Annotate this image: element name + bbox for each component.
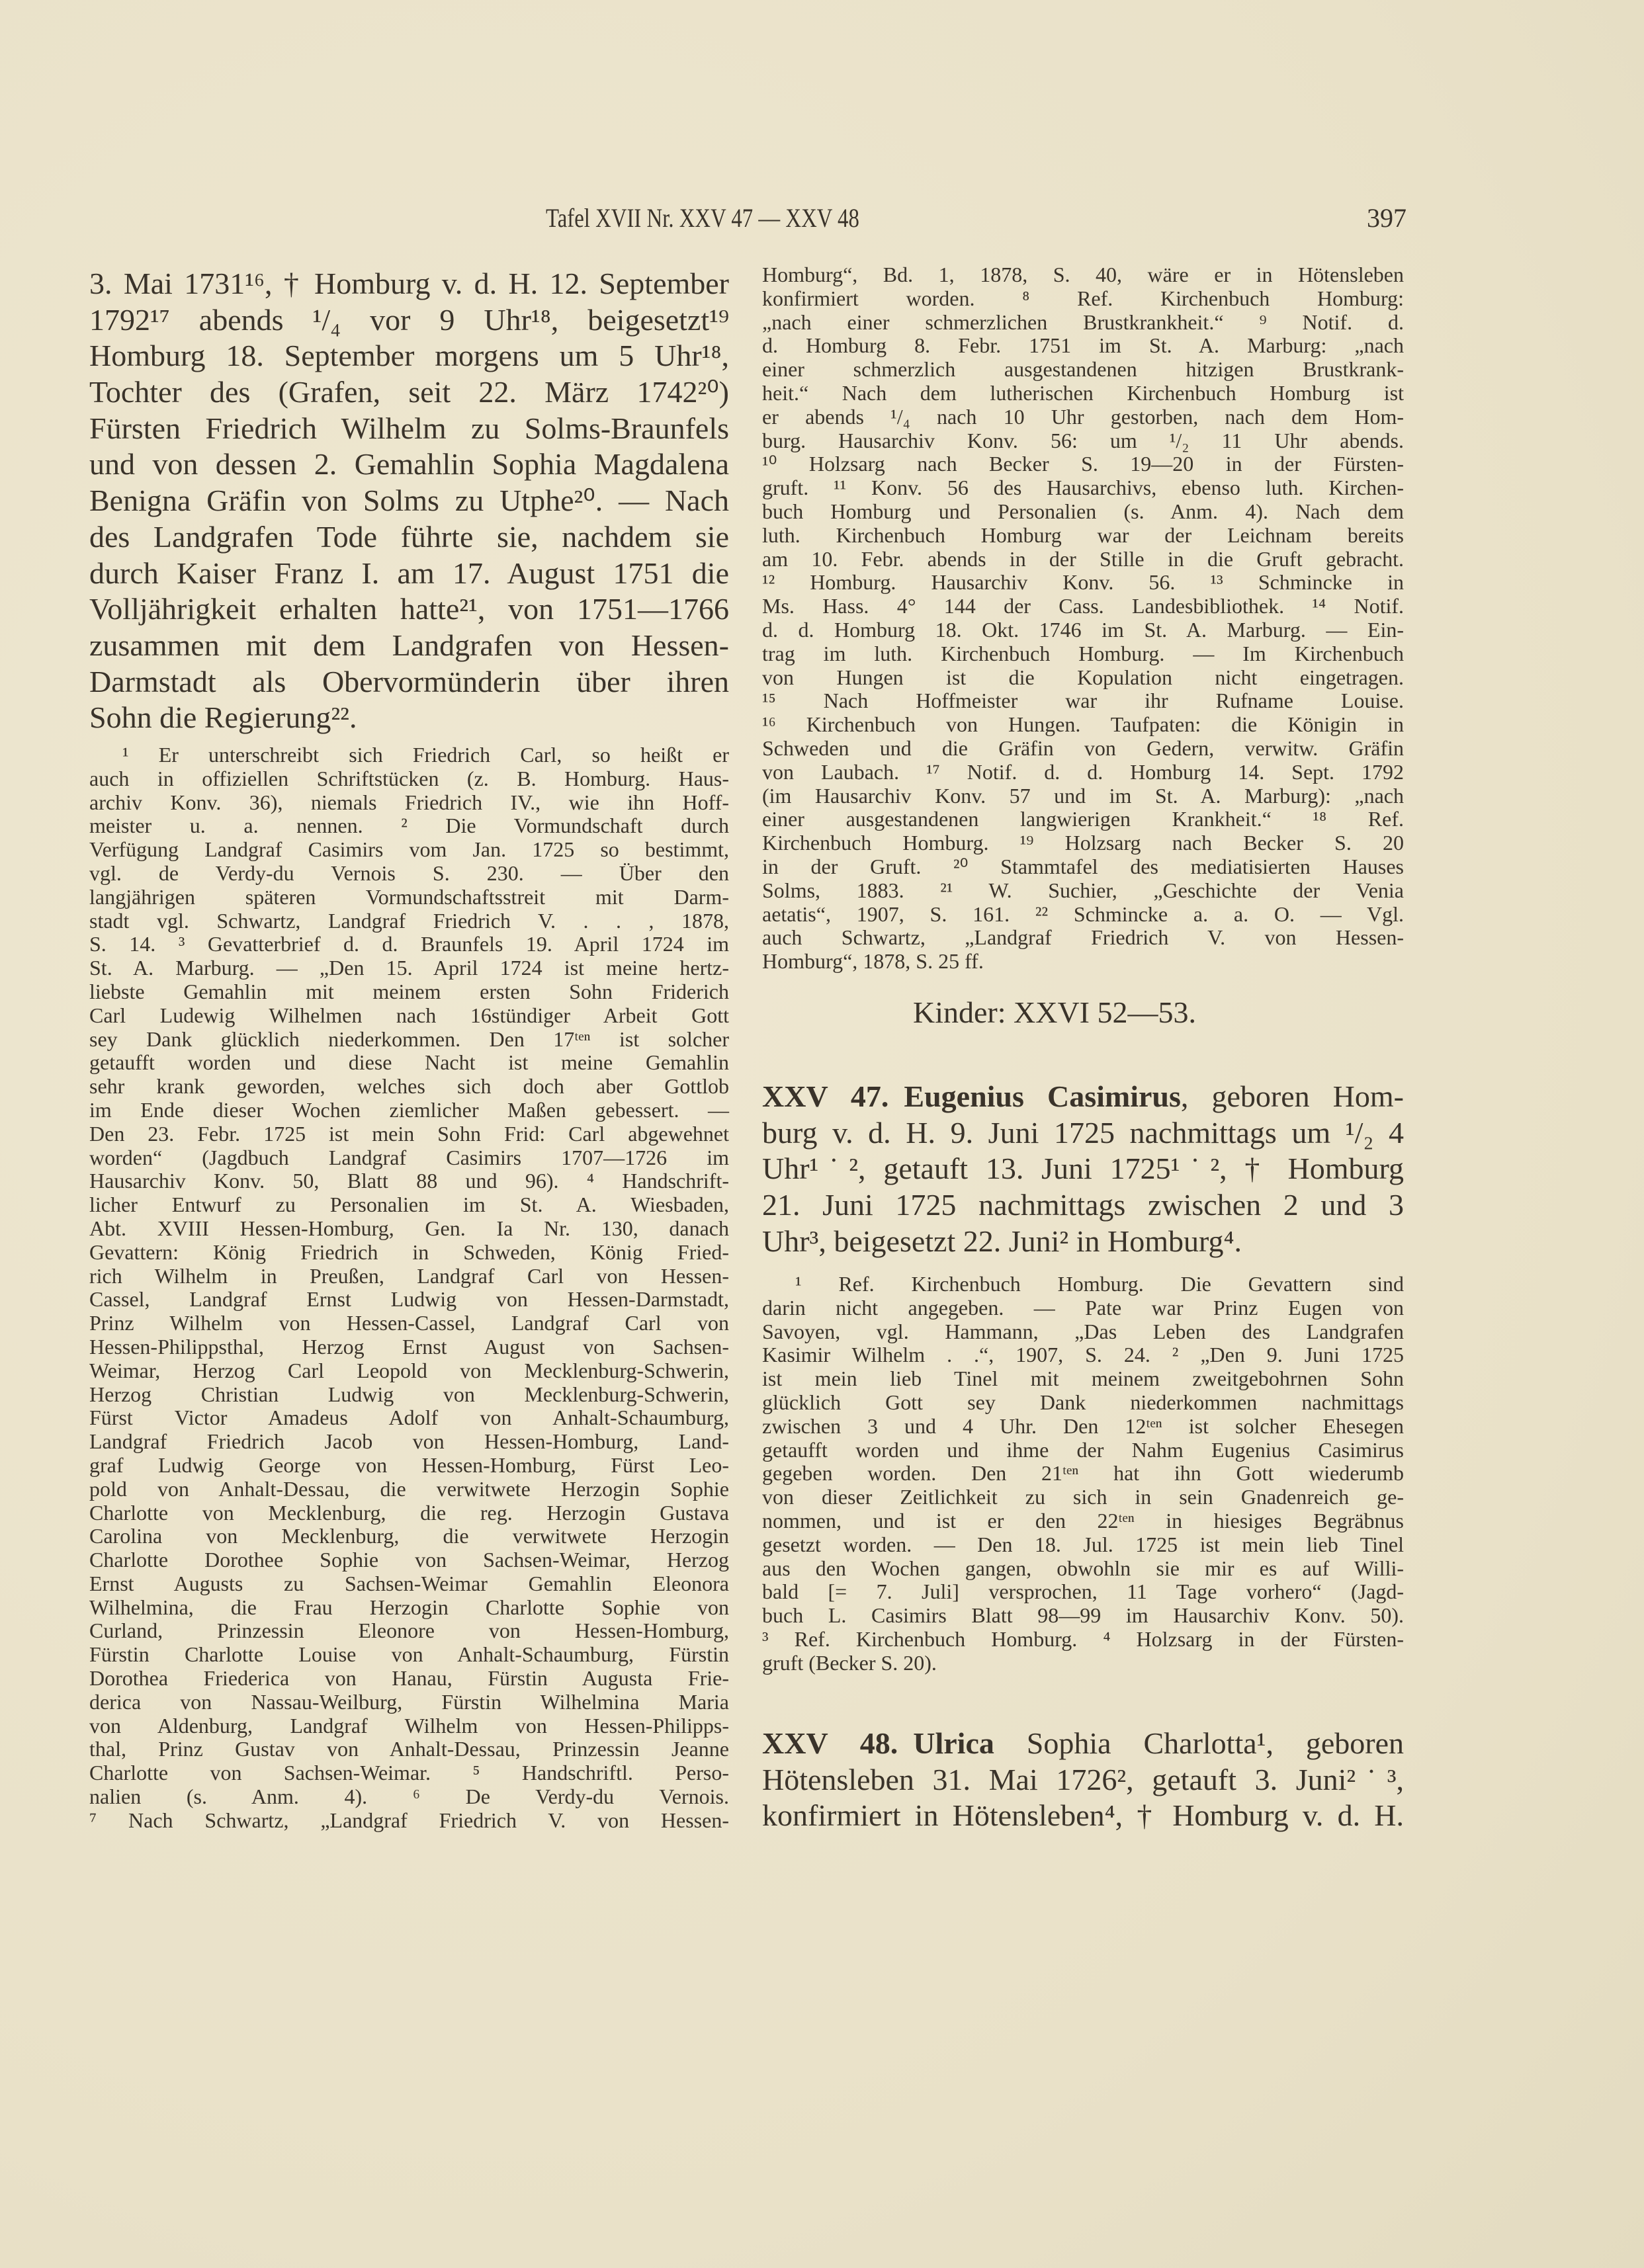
text-line: glücklich Gott sey Dank niederkommen nachmittags [762,1390,1404,1414]
running-header: Tafel XVII Nr. XXV 47 — XXV 48 [546,203,859,233]
text-line: durch Kaiser Franz I. am 17. August 1751 die [89,556,729,590]
text-line: Carolina von Mecklenburg, die verwitwete Herzogin [89,1524,729,1548]
children-reference: Kinder: XXVI 52—53. [913,995,1196,1029]
text-line: im Ende dieser Wochen ziemlicher Maßen gebessert. — [89,1097,729,1122]
text-line: derica von Nassau-Weilburg, Fürstin Wilhelmina Maria [89,1689,729,1714]
text-line: Solms, 1883. ²¹ W. Suchier, „Geschichte der Venia [762,878,1404,902]
text-line: 1792¹⁷ abends ¹/₄ vor 9 Uhr¹⁸, beigesetzt¹⁹ [89,302,729,337]
text-line: ¹² Homburg. Hausarchiv Konv. 56. ¹³ Schmincke in [762,570,1404,595]
text-line: Prinz Wilhelm von Hessen-Cassel, Landgraf Carl von [89,1311,729,1335]
text-line: Herzog Christian Ludwig von Mecklenburg-Schwerin, [89,1382,729,1406]
entry-number: XXV 48. [762,1726,898,1760]
text-line: aetatis“, 1907, S. 161. ²² Schmincke a. a. O. — Vgl. [762,902,1404,926]
entry-xxv-47-footnotes [762,1273,1404,1675]
text-line: gruft. ¹¹ Konv. 56 des Hausarchivs, ebenso luth. Kirchen- [762,476,1404,500]
text-line: Carl Ludewig Wilhelmen nach 16stündiger Arbeit Gott [89,1003,729,1027]
text-line: getaufft worden und ihme der Nahm Eugenius Casimirus [762,1437,1404,1462]
text-line: Kirchenbuch Homburg. ¹⁹ Holzsarg nach Becker S. 20 [762,831,1404,855]
text-line: trag im luth. Kirchenbuch Homburg. — Im Kirchenbuch [762,641,1404,665]
text-line: ¹⁵ Nach Hoffmeister war ihr Rufname Louise. [762,689,1404,713]
text-line: Homburg“, Bd. 1, 1878, S. 40, wäre er in Hötensleben [762,263,1404,286]
text-line: nalien (s. Anm. 4). ⁶ De Verdy-du Vernois. [89,1785,729,1809]
text-line: rich Wilhelm in Preußen, Landgraf Carl von Hessen- [89,1263,729,1288]
text-line: 21. Juni 1725 nachmittags zwischen 2 und 3 [762,1188,1404,1222]
left-main-text [89,266,729,736]
text-line: und von dessen 2. Gemahlin Sophia Magdalena [89,447,729,482]
entry-name: Eugenius Casimirus [904,1079,1181,1113]
text-line: liebste Gemahlin mit meinem ersten Sohn Friderich [89,979,729,1003]
text-line: Wilhelmina, die Frau Herzogin Charlotte Sophie von [89,1595,729,1619]
text-line: Uhr¹˙², getauft 13. Juni 1725¹˙², † Homburg [762,1152,1404,1186]
text-line: von Aldenburg, Landgraf Wilhelm von Hessen-Philipps- [89,1713,729,1738]
text-line: Benigna Gräfin von Solms zu Utphe²⁰. — Nach [89,483,729,518]
text-line: ¹⁶ Kirchenbuch von Hungen. Taufpaten: die Königin in [762,712,1404,737]
text-line: ³ Ref. Kirchenbuch Homburg. ⁴ Holzsarg in der Fürsten- [762,1626,1404,1651]
text-line: gruft (Becker S. 20). [762,1650,937,1675]
text-line [762,1079,1404,1115]
text-line: langjährigen späteren Vormundschaftsstreit mit Darm- [89,884,729,909]
text-line: graf Ludwig George von Hessen-Homburg, Fürst Leo- [89,1452,729,1477]
text-line: Abt. XVIII Hessen-Homburg, Gen. Ia Nr. 130, danach [89,1216,729,1240]
text-line: S. 14. ³ Gevatterbrief d. d. Braunfels 19. April 1724 im [89,932,729,956]
text-line [762,1726,1404,1762]
right-footnotes [762,263,1404,974]
page-number: 397 [1367,203,1406,233]
text-line: ¹⁰ Holzsarg nach Becker S. 19—20 in der Fürsten- [762,452,1404,476]
entry-xxv-47 [762,1079,1404,1259]
text-line: sey Dank glücklich niederkommen. Den 17ᵗᵉⁿ ist solcher [89,1027,729,1051]
text-line: Cassel, Landgraf Ernst Ludwig von Hessen-Darmstadt, [89,1287,729,1312]
text-line: Savoyen, vgl. Hammann, „Das Leben des Landgrafen [762,1319,1404,1343]
text-line: burg v. d. H. 9. Juni 1725 nachmittags um ¹/₂ 4 [762,1115,1404,1150]
text-line: Fürst Victor Amadeus Adolf von Anhalt-Schaumburg, [89,1406,729,1430]
text-line: einer schmerzlich ausgestandenen hitzigen Brustkrank- [762,357,1404,382]
text-line: in der Gruft. ²⁰ Stammtafel des mediatisierten Hauses [762,854,1404,878]
text-line: gesetzt worden. — Den 18. Jul. 1725 ist mein lieb Tinel [762,1532,1404,1556]
text-line: Den 23. Febr. 1725 ist mein Sohn Frid: Carl abgewehnet [89,1121,729,1146]
text-line: d. d. Homburg 18. Okt. 1746 im St. A. Marburg. — Ein- [762,617,1404,642]
text-line: am 10. Febr. abends in der Stille in die Gruft gebracht. [762,546,1404,571]
text-line: einer ausgestandenen langwierigen Krankheit.“ ¹⁸ Ref. [762,807,1404,831]
text-line: Weimar, Herzog Carl Leopold von Mecklenburg-Schwerin, [89,1358,729,1382]
text-line: thal, Prinz Gustav von Anhalt-Dessau, Prinzessin Jeanne [89,1737,729,1761]
text-line: von Hungen ist die Kopulation nicht eingetragen. [762,665,1404,689]
text-line: konfirmiert worden. ⁸ Ref. Kirchenbuch Homburg: [762,286,1404,310]
text-line: heit.“ Nach dem lutherischen Kirchenbuch Homburg ist [762,380,1404,405]
text-line: pold von Anhalt-Dessau, die verwitwete Herzogin Sophie [89,1476,729,1501]
text-line: Homburg 18. September morgens um 5 Uhr¹⁸, [89,339,729,373]
left-footnotes [89,743,729,1833]
text-line: von dieser Zeitlichkeit zu sich in sein Gnadenreich ge- [762,1485,1404,1509]
text-line: Darmstadt als Obervormünderin über ihren [89,664,729,698]
text-line: worden“ (Jagdbuch Landgraf Casimirs 1707—1726 im [89,1145,729,1169]
text-line: konfirmiert in Hötensleben⁴, † Homburg v. d. H. [762,1798,1404,1833]
text-line: Uhr³, beigesetzt 22. Juni² in Homburg⁴. [762,1224,1242,1258]
text-line: Volljährigkeit erhalten hatte²¹, von 1751—1766 [89,592,729,626]
text-line: Curland, Prinzessin Eleonore von Hessen-Homburg, [89,1618,729,1643]
text-line: darin nicht angegeben. — Pate war Prinz Eugen von [762,1295,1404,1320]
text-line: gegeben worden. Den 21ᵗᵉⁿ hat ihn Gott wiederumb [762,1461,1404,1486]
text-line: Sohn die Regierung²². [89,700,357,735]
text-line: buch L. Casimirs Blatt 98—99 im Hausarchiv Konv. 50). [762,1603,1404,1628]
text-line: zwischen 3 und 4 Uhr. Den 12ᵗᵉⁿ ist solcher Ehesegen [762,1413,1404,1438]
text-line: Verfügung Landgraf Casimirs vom Jan. 1725 so bestimmt, [89,837,729,862]
text-line: ist mein lieb Tinel mit meinem zweitgebohrnen Sohn [762,1366,1404,1391]
text-line: Tochter des (Grafen, seit 22. März 1742²⁰) [89,375,729,409]
text-line: Ms. Hass. 4° 144 der Cass. Landesbibliothek. ¹⁴ Notif. [762,594,1404,618]
text-line: (im Hausarchiv Konv. 57 und im St. A. Marburg): „nach [762,783,1404,808]
text-line: ¹ Er unterschreibt sich Friedrich Carl, so heißt er [122,743,729,767]
text-line: St. A. Marburg. — „Den 15. April 1724 ist meine hertz- [89,956,729,980]
text-line: vgl. de Verdy-du Vernois S. 230. — Über den [89,861,729,885]
text-line: Fürsten Friedrich Wilhelm zu Solms-Braunfels [89,411,729,445]
text-line: „nach einer schmerzlichen Brustkrankheit.“ ⁹ Notif. d. [762,310,1404,334]
entry-text: Sophia Charlotta¹, geboren [994,1726,1405,1760]
text-line: er abends ¹/₄ nach 10 Uhr gestorben, nach dem Hom- [762,404,1404,429]
text-line: buch Homburg und Personalien (s. Anm. 4). Nach dem [762,499,1404,523]
text-line: des Landgrafen Tode führte sie, nachdem sie [89,519,729,554]
text-line: d. Homburg 8. Febr. 1751 im St. A. Marburg: „nach [762,333,1404,358]
text-line: aus den Wochen gangen, obwohln sie mir es auf Willi- [762,1556,1404,1580]
text-line: Gevattern: König Friedrich in Schweden, König Fried- [89,1239,729,1264]
text-line: getaufft worden und diese Nacht ist meine Gemahlin [89,1050,729,1075]
text-line: licher Entwurf zu Personalien im St. A. Wiesbaden, [89,1193,729,1217]
text-line: ¹ Ref. Kirchenbuch Homburg. Die Gevattern sind [795,1272,1404,1296]
entry-xxv-48 [762,1726,1404,1834]
text-line: sehr krank geworden, welches sich doch aber Gottlob [89,1074,729,1099]
entry-name: Ulrica [913,1726,994,1760]
text-line: Landgraf Friedrich Jacob von Hessen-Homburg, Land- [89,1429,729,1454]
text-line: Hausarchiv Konv. 50, Blatt 88 und 96). ⁴ Handschrift- [89,1169,729,1193]
text-line: auch in offiziellen Schriftstücken (z. B. Homburg. Haus- [89,766,729,790]
text-line: ⁷ Nach Schwartz, „Landgraf Friedrich V. von Hessen- [89,1808,729,1832]
text-line: Fürstin Charlotte Louise von Anhalt-Schaumburg, Fürstin [89,1642,729,1667]
entry-text: , geboren Hom- [1180,1079,1404,1113]
text-line: stadt vgl. Schwartz, Landgraf Friedrich V. . . , 1878, [89,908,729,933]
text-line: archiv Konv. 36), niemals Friedrich IV., wie ihn Hoff- [89,790,729,814]
text-line: Kasimir Wilhelm . .“, 1907, S. 24. ² „Den 9. Juni 1725 [762,1343,1404,1367]
text-line: Hötensleben 31. Mai 1726², getauft 3. Juni²˙³, [762,1762,1404,1796]
text-line: bald [= 7. Juli] versprochen, 11 Tage vorhero“ (Jagd- [762,1579,1404,1604]
text-line: meister u. a. nennen. ² Die Vormundschaft durch [89,814,729,838]
text-line: Charlotte von Mecklenburg, die reg. Herzogin Gustava [89,1500,729,1525]
text-line: 3. Mai 1731¹⁶, † Homburg v. d. H. 12. September [89,267,729,300]
text-line: Schweden und die Gräfin von Gedern, verwitw. Gräfin [762,735,1404,760]
text-line: luth. Kirchenbuch Homburg war der Leichnam bereits [762,523,1404,547]
text-line: zusammen mit dem Landgrafen von Hessen- [89,628,729,662]
entry-number: XXV 47. [762,1079,889,1113]
text-line: Ernst Augusts zu Sachsen-Weimar Gemahlin Eleonora [89,1571,729,1595]
text-line: Dorothea Friederica von Hanau, Fürstin Augusta Frie- [89,1666,729,1691]
text-line: Hessen-Philippsthal, Herzog Ernst August von Sachsen- [89,1334,729,1359]
text-line: burg. Hausarchiv Konv. 56: um ¹/₂ 11 Uhr abends. [762,428,1404,452]
text-line: Homburg“, 1878, S. 25 ff. [762,949,984,974]
text-line: Charlotte von Sachsen-Weimar. ⁵ Handschriftl. Perso- [89,1761,729,1785]
text-line: auch Schwartz, „Landgraf Friedrich V. von Hessen- [762,925,1404,950]
text-line: Charlotte Dorothee Sophie von Sachsen-Weimar, Herzog [89,1548,729,1572]
text-line: nommen, und ist er den 22ᵗᵉⁿ in hiesiges Begräbnus [762,1508,1404,1533]
text-line: von Laubach. ¹⁷ Notif. d. d. Homburg 14. Sept. 1792 [762,759,1404,784]
